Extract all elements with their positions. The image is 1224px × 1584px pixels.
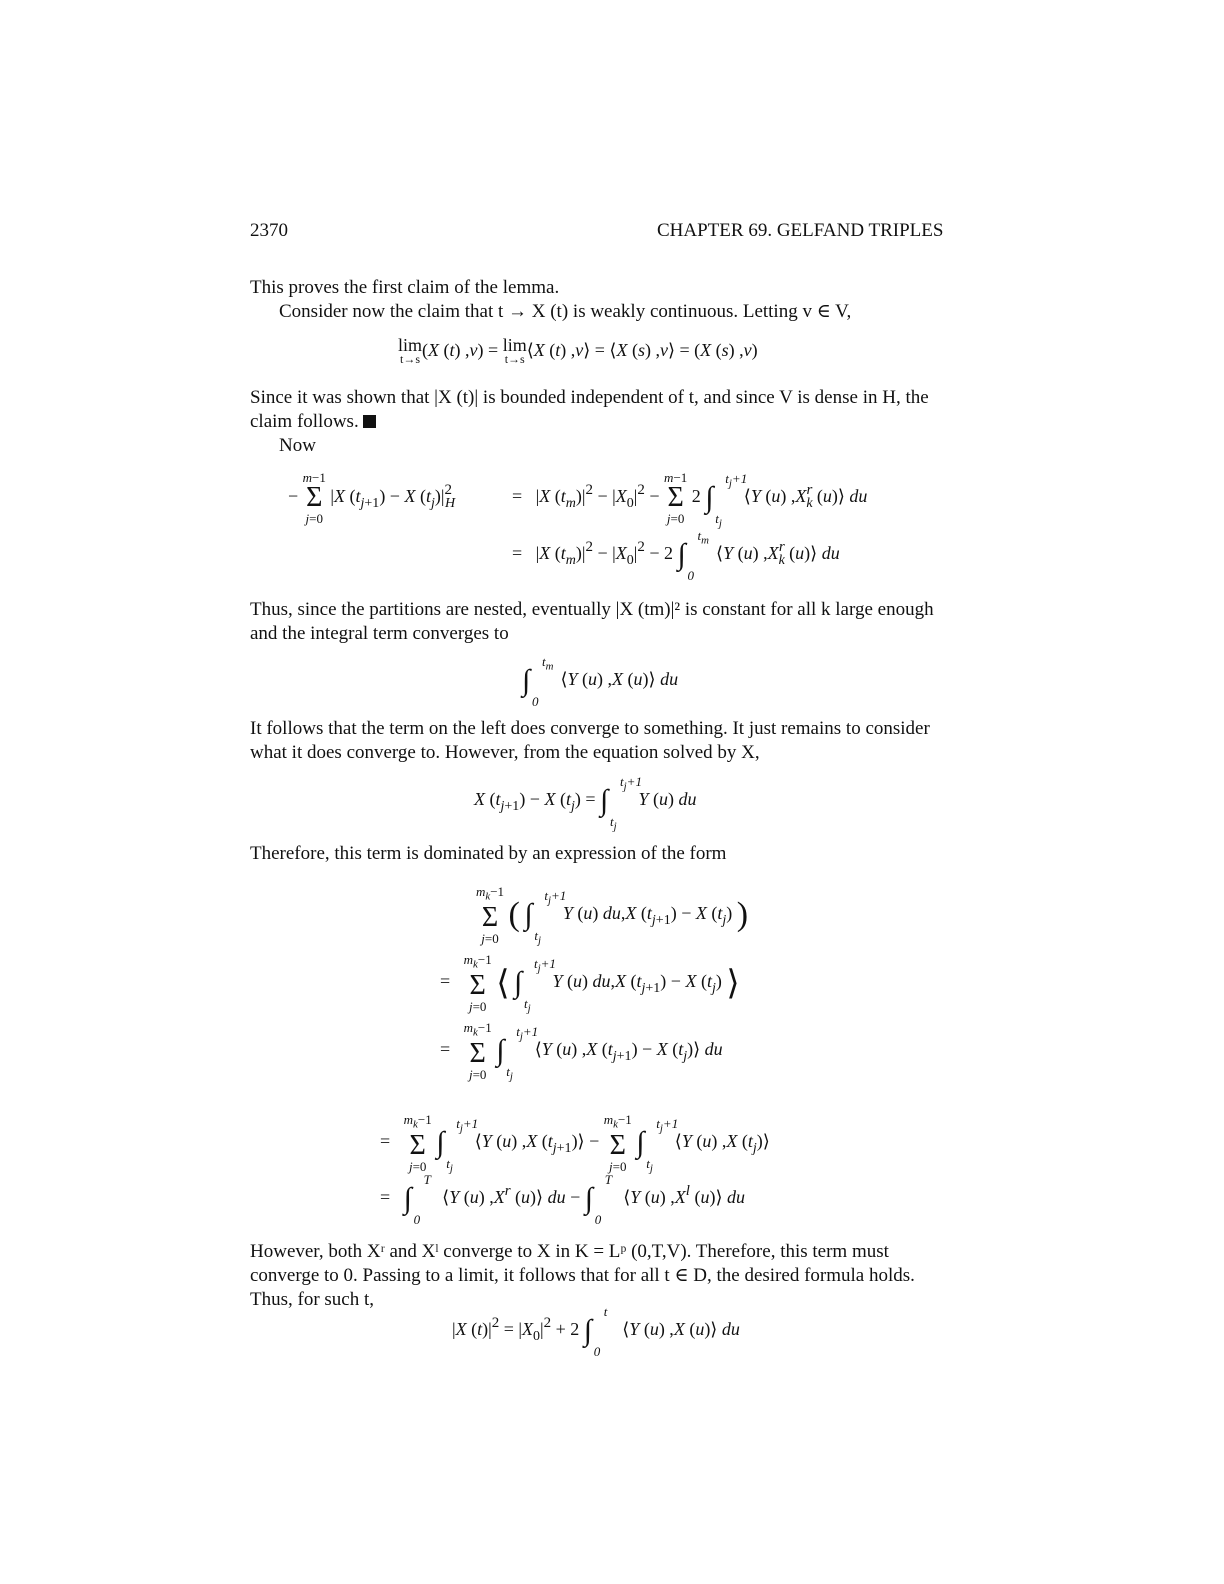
paragraph-follows: It follows that the term on the left does converge to something. It just remains to consider (250, 718, 930, 739)
equation-sum-right: = |X $(t_m)|^2 - |X_0|^2 - m-1$ Σ j=0 2 ∫ $t_j+1$ $t_j$ ⟨Y (u) $,X_k^r$ (u)⟩ du (512, 470, 868, 530)
equation-dominated-line1: $m_k-1$ Σ j=0 ( ∫ $t_j+1$ $t_j$ Y (u) du,X $(t_{j+1}) - X$ $(t_j)$ ) (476, 884, 749, 947)
qed-box-icon (363, 415, 376, 428)
claim-follows-text: claim follows. (250, 411, 359, 432)
paragraph-equation-solved: what it does converge to. However, from the equation solved by X, (250, 742, 760, 763)
equation-final-formula: |X $(t)|^2 = |X_0|^2 + 2$ ∫ t 0 ⟨Y (u) ,X (u)⟩ du (452, 1304, 740, 1359)
chapter-title: CHAPTER 69. GELFAND TRIPLES (657, 220, 944, 241)
equation-sum-second-line: = |X $(t_m)|^2 - |X_0|^2 - 2$ ∫ $t_m$ 0 ⟨Y (u) $,X_k^r$ (u)⟩ du (512, 528, 840, 583)
paragraph-both-converge: However, both Xʳ and Xˡ converge to X in K = Lᵖ (0,T,V). Therefore, this term must (250, 1241, 889, 1262)
equation-dominated-line2: = $m_k-1$ Σ j=0 ⟨ ∫ $t_j+1$ $t_j$ Y (u) du,X $(t_{j+1}) - X$ $(t_j)$ ⟩ (440, 952, 740, 1015)
equation-increment: X $(t_{j+1}) - X$ $(t_j)$ = ∫ $t_j+1$ $t_j$ Y (u) du (474, 774, 697, 833)
paragraph-now: Now (279, 435, 316, 456)
paragraph-claim-follows (250, 410, 376, 434)
equation-limit: lim t→s (X (t) ,v) = lim t→s ⟨X (t) ,v⟩ = ⟨X (s) ,v⟩ = (X (s) ,v) (398, 335, 758, 366)
paragraph-bounded: Since it was shown that |X (t)| is bounded independent of t, and since V is dense in H, the (250, 387, 929, 408)
paragraph-first-claim: This proves the first claim of the lemma. (250, 277, 560, 298)
equation-integral-limit: ∫ $t_m$ 0 ⟨Y (u) ,X (u)⟩ du (522, 654, 679, 709)
paragraph-such-t: Thus, for such t, (250, 1289, 375, 1310)
equation-split-line2: = ∫ T 0 ⟨Y (u) $,X^r$ (u)⟩ du − ∫ T 0 ⟨Y (u) $,X^l$ (u)⟩ du (380, 1172, 745, 1227)
equation-sum-left: − m−1 Σ j=0 |X $(t_{j+1}) - X$ $(t_j)|^2_H$ (288, 470, 456, 526)
equation-split-line1: = $m_k-1$ Σ j=0 ∫ $t_j+1$ $t_j$ ⟨Y (u) ,X $(t_{j+1})⟩ - m_k-1$ Σ j=0 ∫ $t_j+1$ $t_j$ ⟨Y (u) ,X $(t_j)⟩$ (380, 1112, 770, 1175)
paragraph-passing-limit: converge to 0. Passing to a limit, it follows that for all t ∈ D, the desired formula holds. (250, 1265, 915, 1286)
paragraph-dominated: Therefore, this term is dominated by an expression of the form (250, 843, 727, 864)
page-number: 2370 (250, 220, 288, 241)
paragraph-nested: Thus, since the partitions are nested, eventually |X (tm)|² is constant for all k large enough (250, 599, 934, 620)
paragraph-integral-converges: and the integral term converges to (250, 623, 509, 644)
equation-dominated-line3: = $m_k-1$ Σ j=0 ∫ $t_j+1$ $t_j$ ⟨Y (u) ,X $(t_{j+1}) - X$ $(t_j)⟩$ du (440, 1020, 723, 1083)
paragraph-weak-continuity: Consider now the claim that t → X (t) is weakly continuous. Letting v ∈ V, (279, 301, 852, 322)
